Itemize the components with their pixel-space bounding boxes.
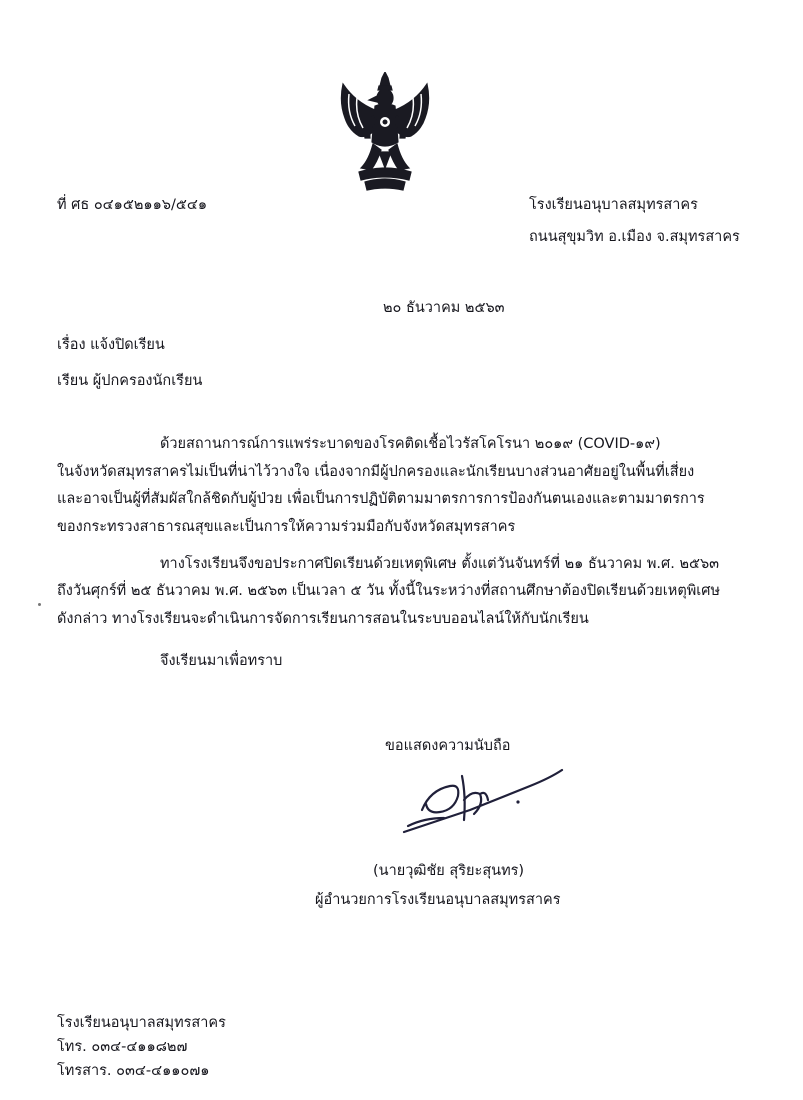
body-line: ดังกล่าว ทางโรงเรียนจะดำเนินการจัดการเรียนการสอนในระบบออนไลน์ให้กับนักเรียน (57, 611, 589, 627)
letter-date: ๒๐ ธันวาคม ๒๕๖๓ (383, 300, 505, 316)
body-line: ของกระทรวงสาธารณสุขและเป็นการให้ความร่วมมือกับจังหวัดสมุทรสาคร (57, 519, 516, 535)
reference-number: ที่ ศธ ๐๔๑๕๒๑๑๖/๕๔๑ (57, 197, 208, 213)
footer-telephone: โทร. ๐๓๔-๔๑๑๘๒๗ (57, 1039, 188, 1055)
letter-subject: เรื่อง แจ้งปิดเรียน (57, 337, 165, 353)
body-line: ในจังหวัดสมุทรสาครไม่เป็นที่น่าไว้วางใจ เนื่องจากมีผู้ปกครองและนักเรียนบางส่วนอาศัยอยู่ในพื้นที่เสี่ยง (57, 464, 695, 480)
footer-fax: โทรสาร. ๐๓๔-๔๑๑๐๗๑ (57, 1063, 210, 1079)
letter-recipient: เรียน ผู้ปกครองนักเรียน (57, 373, 203, 389)
garuda-emblem-icon (335, 72, 435, 200)
body-line: ถึงวันศุกร์ที่ ๒๕ ธันวาคม พ.ศ. ๒๕๖๓ เป็นเวลา ๕ วัน ทั้งนี้ในระหว่างที่สถานศึกษาต้องปิดเรียนด้วยเหตุพิเศษ (57, 583, 721, 599)
body-line: และอาจเป็นผู้ที่สัมผัสใกล้ชิดกับผู้ป่วย เพื่อเป็นการปฏิบัติตามมาตรการการป้องกันตนเองและตามมาตรการ (57, 491, 705, 507)
scan-speck (38, 603, 41, 606)
footer-organization: โรงเรียนอนุบาลสมุทรสาคร (57, 1015, 226, 1031)
sender-address: ถนนสุขุมวิท อ.เมือง จ.สมุทรสาคร (529, 229, 740, 245)
body-line: ด้วยสถานการณ์การแพร่ระบาดของโรคติดเชื้อไวรัสโคโรนา ๒๐๑๙ (COVID-๑๙) (160, 436, 661, 452)
body-line: จึงเรียนมาเพื่อทราบ (160, 653, 283, 669)
handwritten-signature (400, 760, 570, 840)
closing: ขอแสดงความนับถือ (385, 738, 511, 754)
signer-name: (นายวุฒิชัย สุริยะสุนทร) (373, 863, 525, 879)
sender-organization: โรงเรียนอนุบาลสมุทรสาคร (529, 197, 698, 213)
body-line: ทางโรงเรียนจึงขอประกาศปิดเรียนด้วยเหตุพิเศษ ตั้งแต่วันจันทร์ที่ ๒๑ ธันวาคม พ.ศ. ๒๕๖๓ (160, 556, 720, 572)
signer-title: ผู้อำนวยการโรงเรียนอนุบาลสมุทรสาคร (315, 892, 561, 908)
